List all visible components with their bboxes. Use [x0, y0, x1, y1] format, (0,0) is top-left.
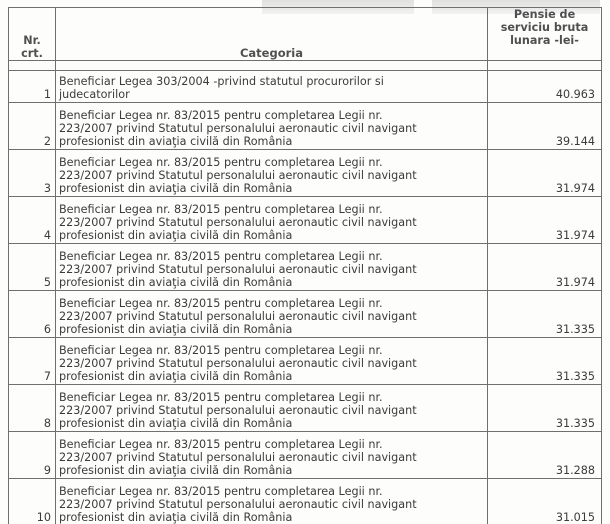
header-nr	[9, 8, 56, 61]
spacer-cell	[56, 61, 488, 71]
row-category	[56, 244, 488, 291]
header-category: Categoria	[56, 8, 488, 61]
row-pension-value: 31.335	[488, 291, 602, 338]
category-line: 223/2007 privind Statutul personalului aeronautic civil navigant	[59, 263, 417, 276]
table-row	[9, 150, 602, 197]
row-pension-value: 31.974	[488, 244, 602, 291]
header-value	[488, 8, 602, 61]
row-category	[56, 432, 488, 479]
category-line: Beneficiar Legea nr. 83/2015 pentru completarea Legii nr.	[59, 438, 383, 451]
row-number: 1	[9, 71, 56, 103]
row-category	[56, 385, 488, 432]
table-header-row	[9, 8, 602, 61]
category-line: Beneficiar Legea nr. 83/2015 pentru completarea Legii nr.	[59, 109, 383, 122]
category-line: Beneficiar Legea 303/2004 -privind statutul procurorilor si	[59, 75, 384, 88]
row-category	[56, 338, 488, 385]
category-line: profesionist din aviaţia civilă din România	[59, 511, 293, 524]
table-row	[9, 71, 602, 103]
row-category	[56, 479, 488, 524]
row-pension-value: 31.335	[488, 338, 602, 385]
header-value-line: lunara -lei-	[510, 34, 579, 47]
category-line: Beneficiar Legea nr. 83/2015 pentru completarea Legii nr.	[59, 250, 383, 263]
table-row	[9, 103, 602, 150]
category-line: profesionist din aviaţia civilă din România	[59, 135, 293, 148]
table-row	[9, 432, 602, 479]
row-pension-value: 31.015	[488, 479, 602, 524]
category-line: 223/2007 privind Statutul personalului aeronautic civil navigant	[59, 169, 417, 182]
header-value-line: serviciu bruta	[500, 21, 589, 34]
row-pension-value: 31.974	[488, 197, 602, 244]
category-line: profesionist din aviaţia civilă din România	[59, 182, 293, 195]
row-number: 6	[9, 291, 56, 338]
category-line: profesionist din aviaţia civilă din România	[59, 370, 293, 383]
row-number: 9	[9, 432, 56, 479]
row-number: 2	[9, 103, 56, 150]
category-line: 223/2007 privind Statutul personalului aeronautic civil navigant	[59, 404, 417, 417]
spacer-cell	[488, 61, 602, 71]
row-pension-value: 31.974	[488, 150, 602, 197]
row-number: 8	[9, 385, 56, 432]
header-value-line: Pensie de	[513, 8, 576, 21]
category-line: 223/2007 privind Statutul personalului aeronautic civil navigant	[59, 216, 417, 229]
row-category	[56, 197, 488, 244]
row-number: 7	[9, 338, 56, 385]
pensions-table	[8, 7, 602, 524]
header-nr-line: crt.	[21, 47, 43, 60]
category-line: profesionist din aviaţia civilă din România	[59, 464, 293, 477]
table-row	[9, 197, 602, 244]
category-line: 223/2007 privind Statutul personalului aeronautic civil navigant	[59, 451, 417, 464]
category-line: 223/2007 privind Statutul personalului aeronautic civil navigant	[59, 498, 417, 511]
row-number: 10	[9, 479, 56, 524]
table-row	[9, 385, 602, 432]
category-line: profesionist din aviaţia civilă din România	[59, 323, 293, 336]
category-line: profesionist din aviaţia civilă din România	[59, 417, 293, 430]
category-line: Beneficiar Legea nr. 83/2015 pentru completarea Legii nr.	[59, 203, 383, 216]
table-row	[9, 479, 602, 524]
row-pension-value: 40.963	[488, 71, 602, 103]
table-row	[9, 244, 602, 291]
category-line: Beneficiar Legea nr. 83/2015 pentru completarea Legii nr.	[59, 391, 383, 404]
header-nr-line: Nr.	[23, 34, 41, 47]
row-category	[56, 71, 488, 103]
row-number: 5	[9, 244, 56, 291]
category-line: 223/2007 privind Statutul personalului aeronautic civil navigant	[59, 122, 417, 135]
category-line: Beneficiar Legea nr. 83/2015 pentru completarea Legii nr.	[59, 156, 383, 169]
row-pension-value: 39.144	[488, 103, 602, 150]
category-line: judecatorilor	[59, 88, 130, 101]
row-pension-value: 31.335	[488, 385, 602, 432]
row-category	[56, 291, 488, 338]
spacer-row	[9, 61, 602, 71]
category-line: profesionist din aviaţia civilă din România	[59, 229, 293, 242]
table-row	[9, 338, 602, 385]
row-number: 4	[9, 197, 56, 244]
table-row	[9, 291, 602, 338]
row-pension-value: 31.288	[488, 432, 602, 479]
spacer-cell	[9, 61, 56, 71]
row-category	[56, 103, 488, 150]
category-line: Beneficiar Legea nr. 83/2015 pentru completarea Legii nr.	[59, 344, 383, 357]
category-line: Beneficiar Legea nr. 83/2015 pentru completarea Legii nr.	[59, 297, 383, 310]
category-line: 223/2007 privind Statutul personalului aeronautic civil navigant	[59, 310, 417, 323]
category-line: 223/2007 privind Statutul personalului aeronautic civil navigant	[59, 357, 417, 370]
row-category	[56, 150, 488, 197]
category-line: Beneficiar Legea nr. 83/2015 pentru completarea Legii nr.	[59, 485, 383, 498]
category-line: profesionist din aviaţia civilă din România	[59, 276, 293, 289]
row-number: 3	[9, 150, 56, 197]
table-body	[9, 61, 602, 524]
